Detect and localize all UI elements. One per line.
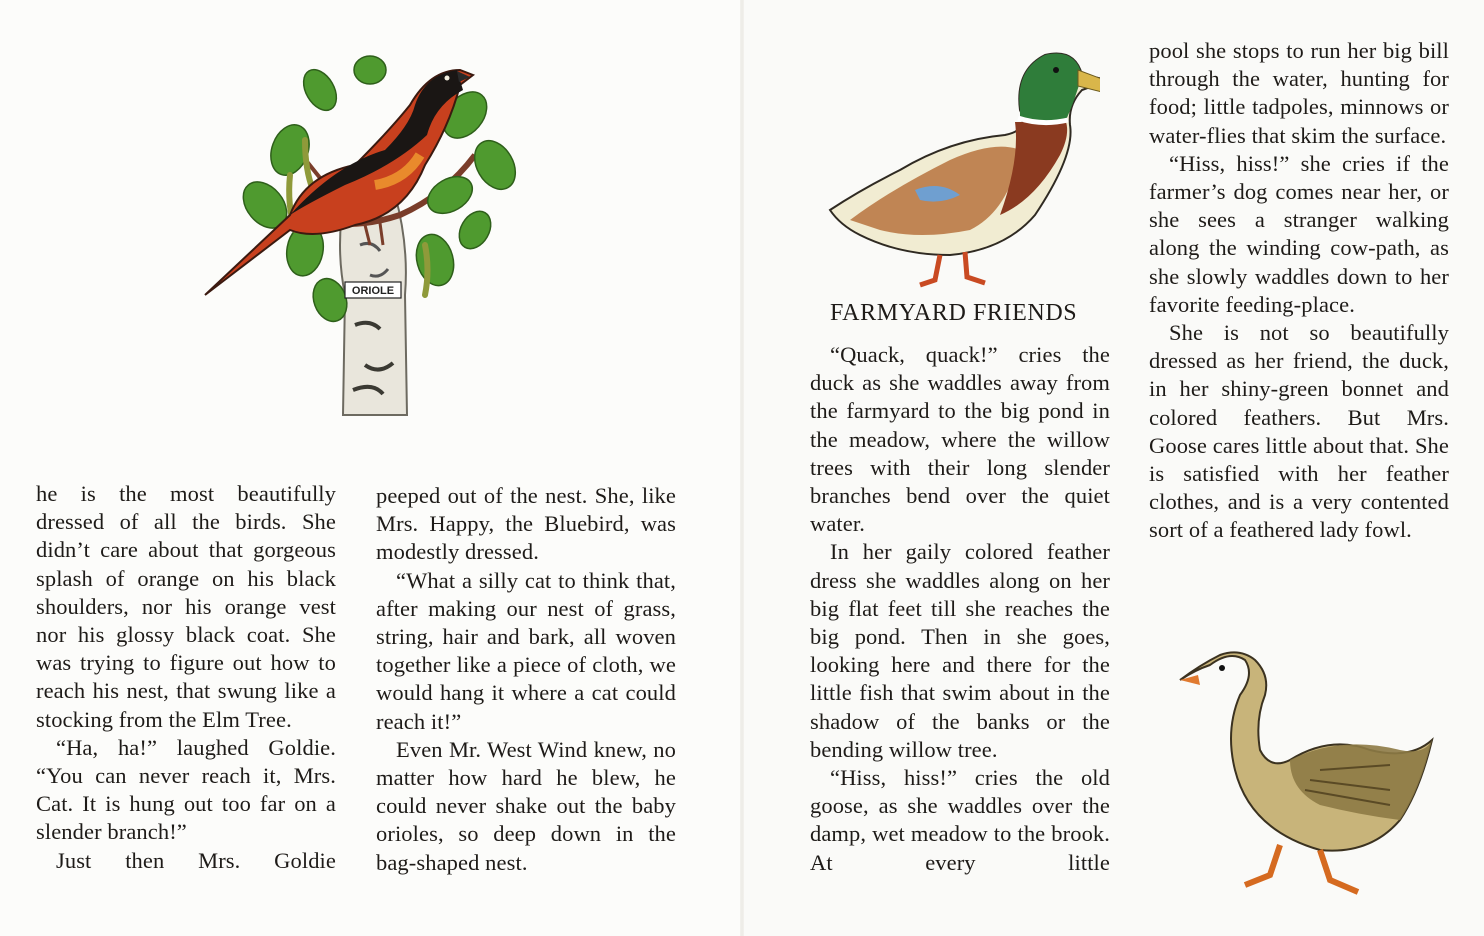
birch-trunk-icon — [340, 195, 407, 415]
left-column-2 — [376, 482, 676, 877]
section-title: FARMYARD FRIENDS — [830, 300, 1078, 326]
paragraph: “Hiss, hiss!” she cries if the farmer’s dog comes near her, or she sees a stranger walking along the winding cow-path, as she slowly waddles down to her favorite feeding-place. — [1149, 150, 1449, 317]
paragraph: peeped out of the nest. She, like Mrs. Happy, the Bluebird, was modestly dressed. — [376, 483, 676, 565]
paragraph: “Quack, quack!” cries the duck as she waddles away from the farmyard to the big pond in the meadow, where the willow trees with their long slender branches bend over the quiet water. — [810, 342, 1110, 537]
oriole-illustration — [195, 45, 525, 420]
paragraph: pool she stops to run her big bill through the water, hunting for food; little tadpoles, minnows or water-flies that skim the surface. — [1149, 38, 1449, 148]
right-column-1 — [810, 341, 1110, 877]
paragraph: “What a silly cat to think that, after making our nest of grass, string, hair and bark, all woven together like a piece of cloth, we would hang it where a cat could reach it!” — [376, 567, 676, 734]
oriole-caption: ORIOLE — [351, 285, 395, 297]
book-gutter — [740, 0, 744, 936]
paragraph: “Hiss, hiss!” cries the old goose, as she waddles over the damp, wet meadow to the brook. At every little — [810, 765, 1110, 875]
right-column-2 — [1149, 37, 1449, 545]
paragraph: Just then Mrs. Goldie — [56, 847, 336, 873]
paragraph: Even Mr. West Wind knew, no matter how hard he blew, he could never shake out the baby orioles, so deep down in the bag-shaped nest. — [376, 736, 676, 875]
paragraph: She is not so beautifully dressed as her friend, the duck, in her shiny-green bonnet and colored feathers. But Mrs. Goose cares little about that. She is satisfied with her feather clothes, and is a very contented sort of a feathered lady fowl. — [1149, 320, 1449, 543]
left-column-1 — [36, 480, 336, 875]
goose-illustration — [1170, 640, 1440, 900]
paragraph: “Ha, ha!” laughed Goldie. “You can never reach it, Mrs. Cat. It is hung out too far on a slender branch!” — [36, 734, 336, 845]
paragraph: he is the most beautifully dressed of all the birds. She didn’t care about that gorgeous splash of orange on his black shoulders, nor his orange vest nor his glossy black coat. She was trying to figure out how to reach his nest, that swung like a stocking from the Elm Tree. — [36, 481, 336, 732]
duck-illustration — [820, 40, 1100, 290]
paragraph: In her gaily colored feather dress she waddles along on her big flat feet till she reaches the big pond. Then in she goes, looking here and there for the little fish that swim about in the shadow of the banks or the bending willow tree. — [810, 539, 1110, 762]
mallard-duck-icon — [830, 54, 1100, 285]
goose-icon — [1180, 652, 1432, 892]
